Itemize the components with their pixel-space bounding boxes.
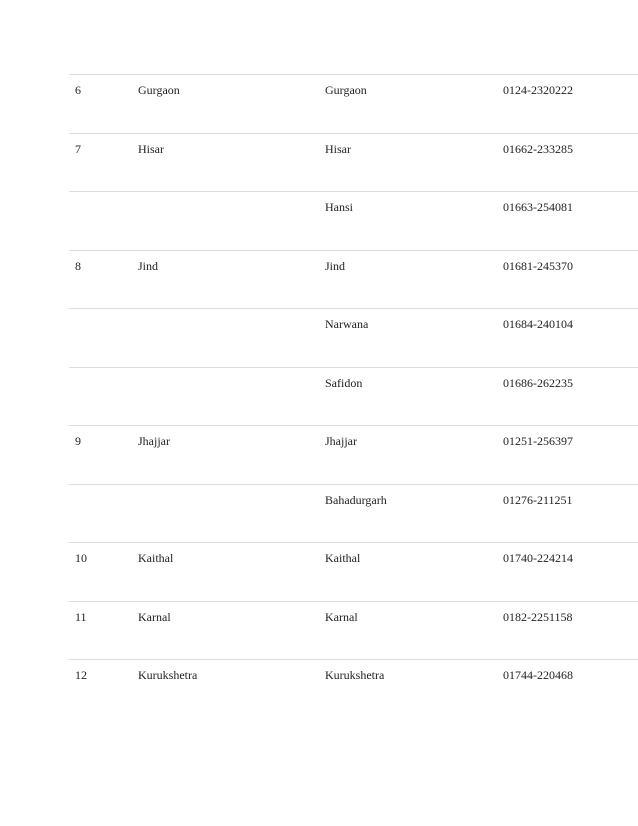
serial-number-cell: 12 bbox=[75, 668, 87, 682]
phone-cell: 01662-233285 bbox=[503, 141, 573, 156]
city-cell: Jind bbox=[325, 258, 346, 273]
city-cell: Gurgaon bbox=[325, 83, 367, 97]
phone-cell: 01684-240104 bbox=[503, 317, 573, 331]
table-row bbox=[69, 543, 638, 602]
district-cell: Kurukshetra bbox=[138, 668, 198, 682]
phone-cell: 01251-256397 bbox=[503, 434, 573, 448]
phone-cell: 0182-2251158 bbox=[503, 609, 573, 624]
serial-number-cell: 11 bbox=[75, 609, 87, 624]
district-cell: Jhajjar bbox=[138, 434, 170, 448]
district-cell: Hisar bbox=[138, 141, 164, 156]
city-cell: Narwana bbox=[325, 317, 369, 331]
table-row bbox=[69, 134, 638, 193]
serial-number-cell: 6 bbox=[75, 83, 81, 97]
city-cell: Jhajjar bbox=[325, 434, 357, 448]
phone-cell: 01740-224214 bbox=[503, 551, 573, 565]
table-row bbox=[69, 426, 638, 485]
phone-cell: 01744-220468 bbox=[503, 668, 573, 682]
phone-cell: 01663-254081 bbox=[503, 200, 573, 214]
table-row bbox=[69, 192, 638, 251]
serial-number-cell: 9 bbox=[75, 434, 81, 448]
serial-number-cell: 8 bbox=[75, 258, 81, 273]
table-row bbox=[69, 251, 638, 310]
city-cell: Kaithal bbox=[325, 551, 361, 565]
city-cell: Hansi bbox=[325, 200, 353, 214]
district-cell: Kaithal bbox=[138, 551, 174, 565]
serial-number-cell: 7 bbox=[75, 141, 81, 156]
city-cell: Kurukshetra bbox=[325, 668, 385, 682]
table-row bbox=[69, 75, 638, 134]
table-row bbox=[69, 368, 638, 427]
table-row bbox=[69, 485, 638, 544]
table-row bbox=[69, 660, 638, 719]
table-row bbox=[69, 602, 638, 661]
phone-cell: 01686-262235 bbox=[503, 375, 573, 390]
city-cell: Bahadurgarh bbox=[325, 492, 387, 507]
serial-number-cell: 10 bbox=[75, 551, 87, 565]
phone-cell: 01681-245370 bbox=[503, 258, 573, 273]
district-cell: Gurgaon bbox=[138, 83, 180, 97]
city-cell: Hisar bbox=[325, 141, 351, 156]
district-cell: Jind bbox=[138, 258, 159, 273]
table-row bbox=[69, 309, 638, 368]
district-cell: Karnal bbox=[138, 609, 171, 624]
phone-cell: 01276-211251 bbox=[503, 492, 573, 507]
contact-table bbox=[69, 74, 638, 719]
city-cell: Safidon bbox=[325, 375, 363, 390]
city-cell: Karnal bbox=[325, 609, 358, 624]
phone-cell: 0124-2320222 bbox=[503, 83, 573, 97]
